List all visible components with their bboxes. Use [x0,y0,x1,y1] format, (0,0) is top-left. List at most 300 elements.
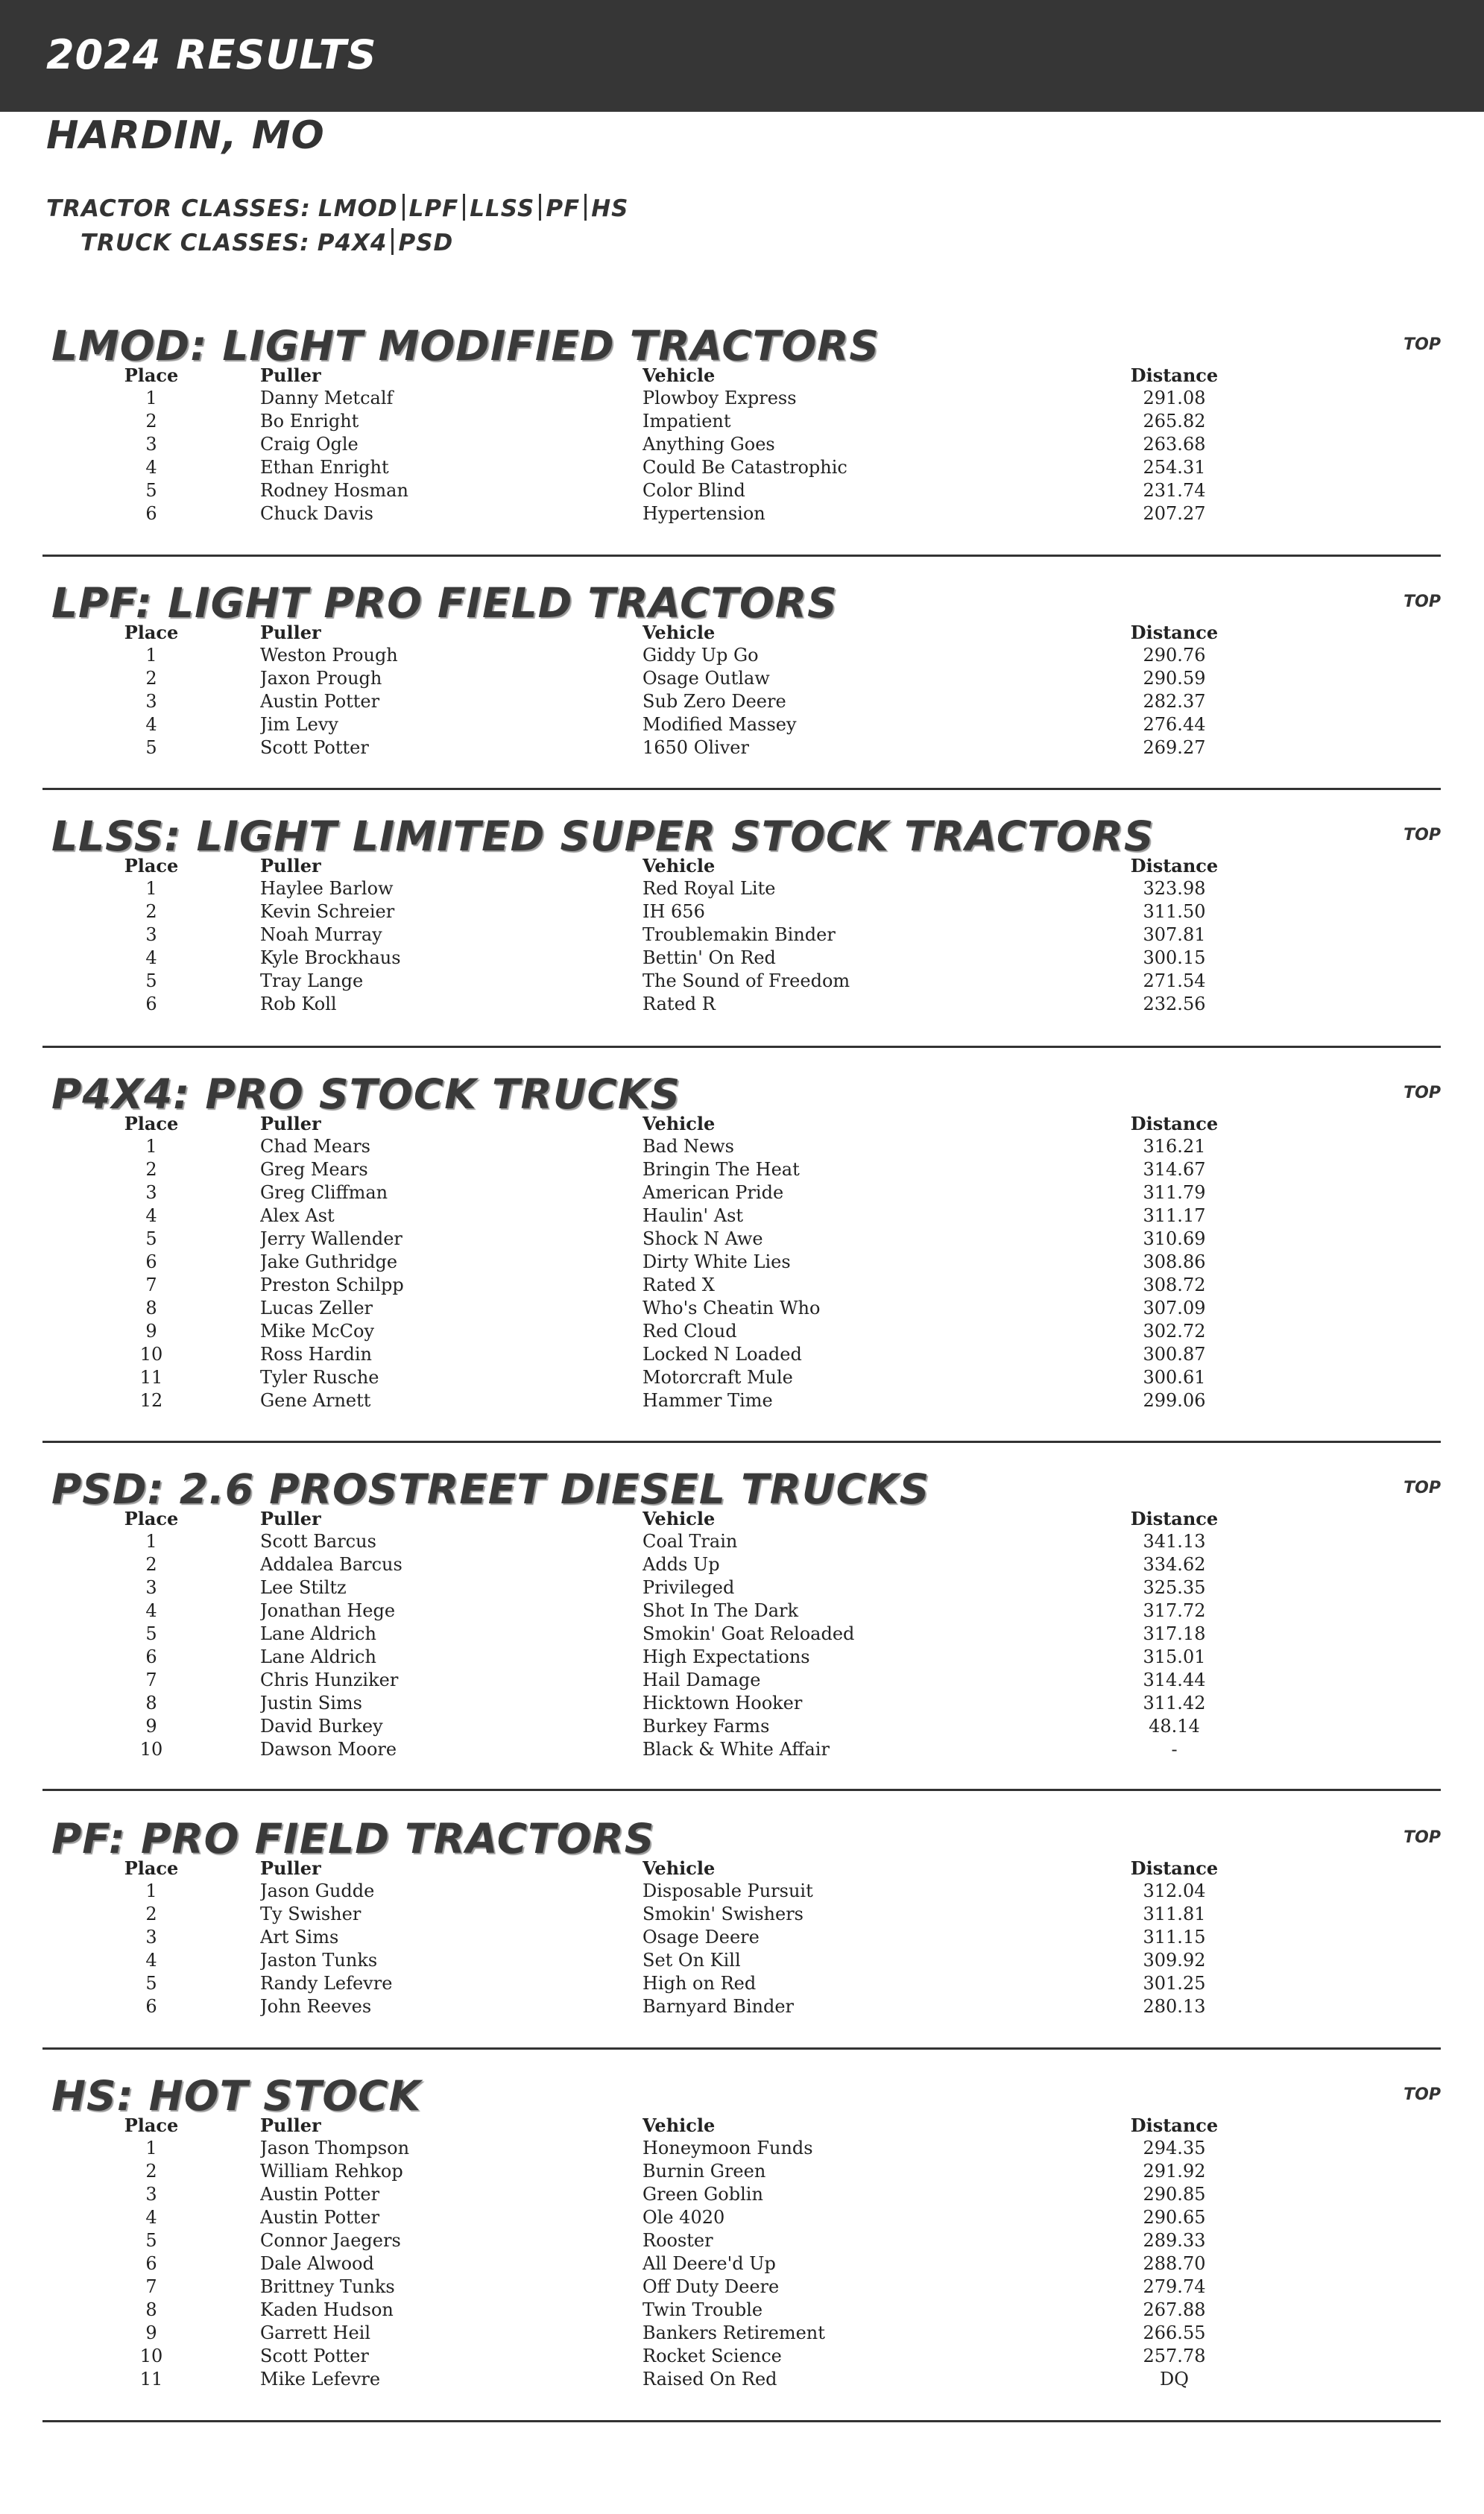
cell-vehicle: Rooster [642,2230,713,2251]
column-header-distance: Distance [1130,622,1219,643]
cell-vehicle: Black & White Affair [642,1739,830,1760]
table-row [42,970,1441,993]
cell-spacer [1265,1599,1441,1623]
cell-spacer [1265,1692,1441,1715]
cell-place: 1 [145,1136,157,1157]
cell-vehicle: IH 656 [642,901,705,922]
cell-puller: Jim Levy [260,714,338,735]
cell-place: 4 [145,457,157,478]
cell-vehicle: Coal Train [642,1531,738,1552]
cell-distance: 276.44 [1143,714,1206,735]
back-to-top-link[interactable]: TOP [1404,2085,1441,2104]
cell-puller: Preston Schilpp [260,1275,404,1295]
cell-puller: Bo Enright [260,411,359,432]
cell-place: 6 [145,2253,157,2274]
cell-puller: Addalea Barcus [260,1554,402,1575]
cell-vehicle: Red Royal Lite [642,878,776,899]
cell-puller: Chuck Davis [260,503,373,524]
column-spacer [1265,364,1441,387]
back-to-top-link[interactable]: TOP [1404,335,1441,354]
cell-distance: 232.56 [1143,994,1206,1014]
cell-place: 1 [145,878,157,899]
truck-classes-label: TRUCK CLASSES: [80,230,310,256]
cell-place: 4 [145,2207,157,2228]
table-row [42,900,1441,923]
cell-place: 5 [145,1623,157,1644]
cell-puller: Randy Lefevre [260,1973,393,1994]
cell-spacer [1265,1669,1441,1692]
cell-puller: Craig Ogle [260,434,359,455]
cell-spacer [1265,2345,1441,2368]
table-row [42,2275,1441,2299]
cell-spacer [1265,1343,1441,1366]
cell-spacer [1265,993,1441,1016]
results-table [42,1112,1441,1412]
table-row [42,2183,1441,2206]
cell-distance: 314.44 [1143,1670,1206,1690]
column-header-puller: Puller [260,364,321,386]
column-spacer [1265,1857,1441,1880]
section-title: LMOD: LIGHT MODIFIED TRACTORS [51,322,880,370]
cell-vehicle: Bankers Retirement [642,2322,825,2343]
cell-place: 2 [145,2161,157,2182]
cell-vehicle: Shock N Awe [642,1228,763,1249]
cell-distance: 334.62 [1143,1554,1206,1575]
cell-puller: Kaden Hudson [260,2299,394,2320]
table-row [42,993,1441,1016]
table-row [42,2137,1441,2160]
cell-puller: Alex Ast [260,1205,335,1226]
cell-place: 12 [139,1390,163,1411]
cell-puller: Greg Mears [260,1159,368,1180]
cell-vehicle: Giddy Up Go [642,645,759,666]
cell-place: 8 [145,1693,157,1714]
cell-vehicle: Rated X [642,1275,715,1295]
cell-vehicle: Rocket Science [642,2346,782,2366]
cell-spacer [1265,2275,1441,2299]
table-row [42,713,1441,736]
cell-place: 11 [139,1367,163,1388]
table-row [42,433,1441,456]
cell-puller: Connor Jaegers [260,2230,401,2251]
cell-place: 1 [145,388,157,408]
cell-distance: 290.76 [1143,645,1206,666]
cell-place: 7 [145,1275,157,1295]
cell-place: 10 [139,2346,163,2366]
table-row [42,1320,1441,1343]
cell-spacer [1265,2137,1441,2160]
cell-vehicle: Off Duty Deere [642,2276,780,2297]
cell-place: 10 [139,1739,163,1760]
cell-spacer [1265,1158,1441,1181]
cell-place: 2 [145,1904,157,1924]
cell-vehicle: Hammer Time [642,1390,773,1411]
column-header-place: Place [124,622,179,643]
cell-distance: 310.69 [1143,1228,1206,1249]
cell-distance: 263.68 [1143,434,1206,455]
cell-puller: Haylee Barlow [260,878,394,899]
cell-place: 11 [139,2369,163,2390]
cell-place: 2 [145,1159,157,1180]
class-link-lmod[interactable]: LMOD [318,195,398,222]
cell-spacer [1265,2368,1441,2391]
class-separator [463,194,465,221]
table-row [42,1135,1441,1158]
cell-place: 9 [145,1716,157,1737]
cell-distance: 48.14 [1149,1716,1200,1737]
class-link-pf[interactable]: PF [546,195,581,222]
column-spacer [1265,1507,1441,1530]
cell-distance: 317.72 [1143,1600,1206,1621]
cell-place: 6 [145,1646,157,1667]
cell-spacer [1265,1738,1441,1761]
table-row [42,1995,1441,2018]
cell-vehicle: Burkey Farms [642,1716,770,1737]
cell-spacer [1265,1646,1441,1669]
cell-puller: Danny Metcalf [260,388,394,408]
table-header-row [42,2114,1441,2137]
cell-spacer [1265,1274,1441,1297]
cell-vehicle: High on Red [642,1973,757,1994]
cell-distance: 311.50 [1143,901,1206,922]
cell-place: 2 [145,668,157,689]
cell-puller: Lane Aldrich [260,1623,376,1644]
column-header-place: Place [124,1113,179,1134]
column-spacer [1265,621,1441,644]
table-row [42,2160,1441,2183]
cell-puller: Austin Potter [260,2184,380,2205]
table-row [42,2368,1441,2391]
column-header-place: Place [124,364,179,386]
cell-vehicle: Troublemakin Binder [642,924,836,945]
table-row [42,1274,1441,1297]
cell-spacer [1265,900,1441,923]
column-header-vehicle: Vehicle [642,622,716,643]
cell-puller: Lee Stiltz [260,1577,347,1598]
class-separator [584,194,587,221]
cell-puller: Rob Koll [260,994,337,1014]
cell-spacer [1265,2183,1441,2206]
cell-distance: 271.54 [1143,970,1206,991]
results-table [42,364,1441,525]
cell-spacer [1265,1576,1441,1599]
cell-distance: 341.13 [1143,1531,1206,1552]
table-row [42,1972,1441,1995]
cell-vehicle: Impatient [642,411,731,432]
cell-place: 6 [145,1996,157,2017]
cell-place: 1 [145,1531,157,1552]
cell-puller: Austin Potter [260,2207,380,2228]
cell-distance: 267.88 [1143,2299,1206,2320]
cell-spacer [1265,644,1441,667]
cell-place: 7 [145,2276,157,2297]
class-link-llss[interactable]: LLSS [470,195,535,222]
cell-puller: David Burkey [260,1716,383,1737]
cell-distance: 207.27 [1143,503,1206,524]
cell-puller: Rodney Hosman [260,480,408,501]
results-table [42,2114,1441,2391]
cell-vehicle: American Pride [642,1182,784,1203]
cell-vehicle: The Sound of Freedom [642,970,850,991]
cell-distance: 325.35 [1143,1577,1206,1598]
table-row [42,1646,1441,1669]
cell-distance: 269.27 [1143,737,1206,758]
cell-place: 6 [145,994,157,1014]
cell-vehicle: Anything Goes [642,434,775,455]
column-spacer [1265,1112,1441,1135]
column-header-vehicle: Vehicle [642,855,716,877]
cell-vehicle: Locked N Loaded [642,1344,802,1365]
cell-place: 2 [145,1554,157,1575]
section-title: LPF: LIGHT PRO FIELD TRACTORS [51,579,838,627]
cell-spacer [1265,877,1441,900]
column-header-vehicle: Vehicle [642,364,716,386]
cell-distance: 309.92 [1143,1950,1206,1971]
section-divider [42,2047,1441,2050]
cell-spacer [1265,387,1441,410]
table-row [42,1669,1441,1692]
table-row [42,2345,1441,2368]
column-header-distance: Distance [1130,1508,1219,1529]
table-header-row [42,1112,1441,1135]
cell-distance: 290.85 [1143,2184,1206,2205]
table-row [42,923,1441,947]
table-row [42,502,1441,525]
table-row [42,2206,1441,2229]
cell-spacer [1265,479,1441,502]
cell-vehicle: Hail Damage [642,1670,761,1690]
cell-place: 9 [145,1321,157,1342]
tractor-classes-nav [46,194,629,222]
cell-spacer [1265,1320,1441,1343]
back-to-top-link[interactable]: TOP [1404,1479,1441,1497]
cell-puller: Kyle Brockhaus [260,947,401,968]
cell-spacer [1265,2299,1441,2322]
class-link-psd[interactable]: PSD [398,230,454,256]
cell-spacer [1265,1204,1441,1228]
section-title: HS: HOT STOCK [51,2072,422,2120]
section-divider [42,788,1441,790]
cell-distance: 312.04 [1143,1880,1206,1901]
cell-distance: 290.59 [1143,668,1206,689]
section-divider [42,555,1441,557]
cell-puller: Chris Hunziker [260,1670,399,1690]
cell-distance: 288.70 [1143,2253,1206,2274]
table-row [42,456,1441,479]
cell-vehicle: Red Cloud [642,1321,737,1342]
cell-distance: 300.15 [1143,947,1206,968]
cell-spacer [1265,1949,1441,1972]
table-row [42,1553,1441,1576]
column-spacer [1265,854,1441,877]
table-row [42,1158,1441,1181]
table-row [42,2229,1441,2252]
cell-distance: DQ [1160,2369,1189,2390]
class-link-p4x4[interactable]: P4X4 [317,230,388,256]
cell-puller: Noah Murray [260,924,382,945]
cell-distance: 290.65 [1143,2207,1206,2228]
cell-spacer [1265,1135,1441,1158]
cell-distance: 231.74 [1143,480,1206,501]
cell-place: 4 [145,947,157,968]
cell-distance: 315.01 [1143,1646,1206,1667]
cell-spacer [1265,1530,1441,1553]
cell-distance: 308.72 [1143,1275,1206,1295]
cell-place: 2 [145,901,157,922]
cell-distance: 279.74 [1143,2276,1206,2297]
cell-vehicle: Motorcraft Mule [642,1367,793,1388]
cell-puller: Jaston Tunks [260,1950,378,1971]
cell-vehicle: Haulin' Ast [642,1205,744,1226]
cell-puller: Jonathan Hege [260,1600,396,1621]
cell-place: 7 [145,1670,157,1690]
class-separator [402,194,405,221]
cell-vehicle: Ole 4020 [642,2207,725,2228]
column-header-place: Place [124,2115,179,2136]
table-header-row [42,364,1441,387]
table-row [42,1599,1441,1623]
cell-distance: 289.33 [1143,2230,1206,2251]
table-row [42,1949,1441,1972]
section-title: P4X4: PRO STOCK TRUCKS [51,1070,681,1118]
cell-place: 8 [145,1298,157,1318]
back-to-top-link[interactable]: TOP [1404,1084,1441,1102]
cell-spacer [1265,2160,1441,2183]
table-row [42,1389,1441,1412]
cell-place: 2 [145,411,157,432]
cell-vehicle: Rated R [642,994,716,1014]
cell-vehicle: Bringin The Heat [642,1159,800,1180]
cell-vehicle: Could Be Catastrophic [642,457,847,478]
cell-place: 3 [145,1182,157,1203]
table-row [42,736,1441,759]
cell-place: 4 [145,1205,157,1226]
cell-vehicle: All Deere'd Up [642,2253,776,2274]
cell-spacer [1265,1972,1441,1995]
cell-vehicle: Dirty White Lies [642,1251,791,1272]
column-header-distance: Distance [1130,1113,1219,1134]
cell-spacer [1265,1623,1441,1646]
table-row [42,1366,1441,1389]
cell-distance: 300.87 [1143,1344,1206,1365]
cell-vehicle: Who's Cheatin Who [642,1298,821,1318]
section-title: PF: PRO FIELD TRACTORS [51,1815,655,1863]
table-row [42,1251,1441,1274]
table-row [42,479,1441,502]
cell-puller: Jake Guthridge [260,1251,398,1272]
cell-puller: Gene Arnett [260,1390,371,1411]
cell-place: 5 [145,1973,157,1994]
cell-distance: 282.37 [1143,691,1206,712]
cell-spacer [1265,970,1441,993]
section-divider [42,1441,1441,1443]
cell-place: 9 [145,2322,157,2343]
section-divider [42,1046,1441,1048]
cell-vehicle: Set On Kill [642,1950,741,1971]
cell-place: 4 [145,1950,157,1971]
page-title: 2024 RESULTS [46,31,377,78]
cell-spacer [1265,713,1441,736]
cell-distance: 280.13 [1143,1996,1206,2017]
table-row [42,877,1441,900]
cell-vehicle: Hicktown Hooker [642,1693,803,1714]
cell-distance: 311.79 [1143,1182,1206,1203]
column-header-vehicle: Vehicle [642,1113,716,1134]
cell-spacer [1265,1995,1441,2018]
cell-spacer [1265,947,1441,970]
truck-classes-nav [80,228,453,256]
class-separator [391,228,394,255]
cell-puller: Jason Thompson [260,2138,410,2158]
cell-puller: Jason Gudde [260,1880,375,1901]
cell-puller: Mike Lefevre [260,2369,381,2390]
cell-spacer [1265,2322,1441,2345]
table-row [42,1623,1441,1646]
cell-vehicle: Color Blind [642,480,745,501]
cell-vehicle: Modified Massey [642,714,797,735]
table-row [42,1738,1441,1761]
cell-vehicle: Adds Up [642,1554,720,1575]
cell-spacer [1265,433,1441,456]
cell-puller: William Rehkop [260,2161,403,2182]
column-header-distance: Distance [1130,855,1219,877]
cell-puller: Justin Sims [260,1693,362,1714]
cell-spacer [1265,1880,1441,1903]
cell-spacer [1265,1181,1441,1204]
cell-place: 3 [145,924,157,945]
cell-puller: John Reeves [260,1996,372,2017]
column-header-puller: Puller [260,1508,321,1529]
class-link-hs[interactable]: HS [591,195,629,222]
cell-place: 5 [145,480,157,501]
cell-spacer [1265,1903,1441,1926]
cell-spacer [1265,1251,1441,1274]
cell-distance: 300.61 [1143,1367,1206,1388]
column-header-distance: Distance [1130,1857,1219,1879]
cell-puller: Ross Hardin [260,1344,372,1365]
cell-place: 3 [145,691,157,712]
table-row [42,1204,1441,1228]
cell-place: 5 [145,737,157,758]
back-to-top-link[interactable]: TOP [1404,826,1441,844]
cell-place: 3 [145,434,157,455]
cell-puller: Scott Potter [260,737,369,758]
cell-distance: 314.67 [1143,1159,1206,1180]
cell-spacer [1265,1297,1441,1320]
back-to-top-link[interactable]: TOP [1404,593,1441,611]
cell-vehicle: Honeymoon Funds [642,2138,813,2158]
cell-place: 6 [145,503,157,524]
cell-spacer [1265,2252,1441,2275]
section-title: LLSS: LIGHT LIMITED SUPER STOCK TRACTORS [51,812,1155,860]
cell-spacer [1265,2229,1441,2252]
cell-puller: Scott Potter [260,2346,369,2366]
table-row [42,387,1441,410]
cell-puller: Jerry Wallender [260,1228,402,1249]
column-header-puller: Puller [260,855,321,877]
cell-place: 8 [145,2299,157,2320]
column-header-vehicle: Vehicle [642,2115,716,2136]
cell-vehicle: Burnin Green [642,2161,766,2182]
cell-place: 5 [145,970,157,991]
cell-spacer [1265,1926,1441,1949]
table-row [42,667,1441,690]
class-link-lpf[interactable]: LPF [408,195,459,222]
cell-vehicle: Smokin' Swishers [642,1904,803,1924]
cell-vehicle: Barnyard Binder [642,1996,795,2017]
back-to-top-link[interactable]: TOP [1404,1828,1441,1847]
table-row [42,2252,1441,2275]
